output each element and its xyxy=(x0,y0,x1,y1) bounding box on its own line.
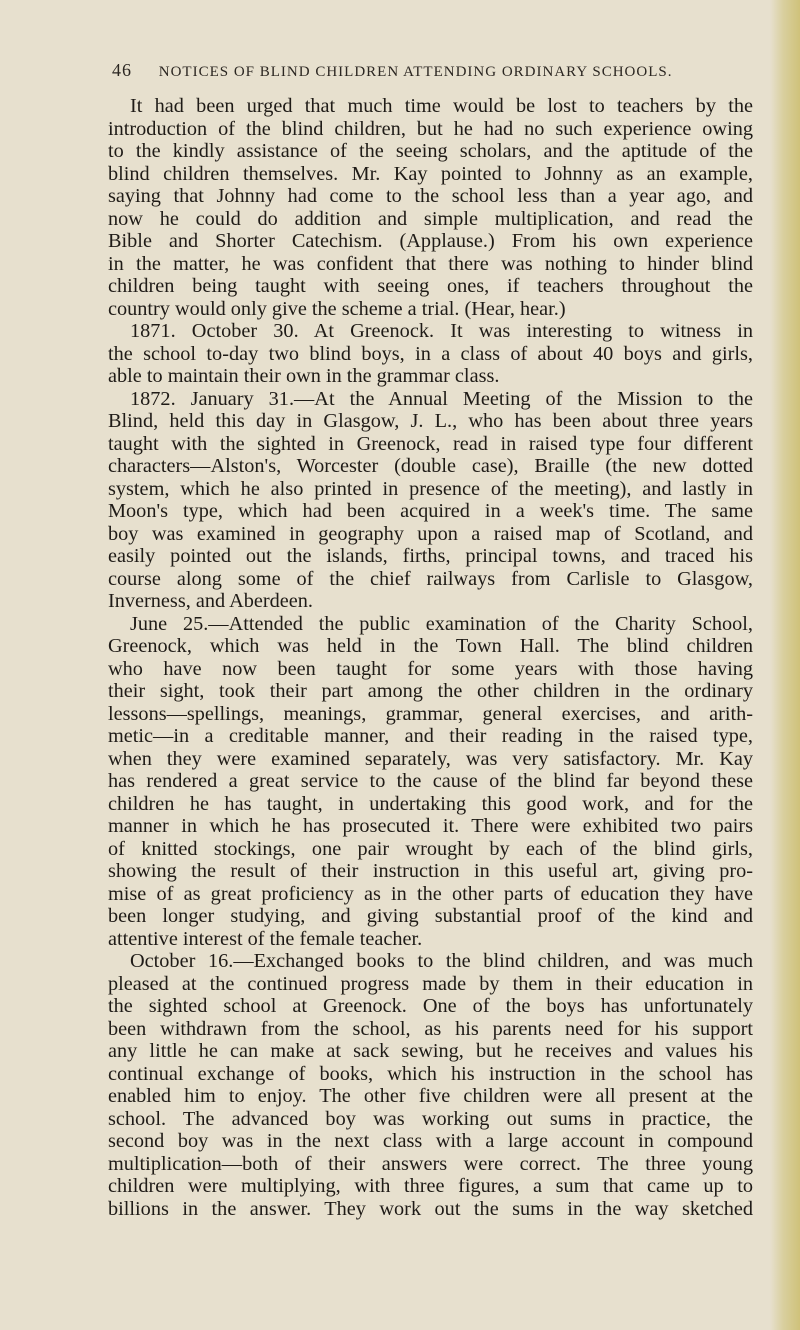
text-line: 1871. October 30. At Greenock. It was interesting to witness in xyxy=(130,320,753,342)
text-line: the school to-day two blind boys, in a class of about 40 boys and girls, xyxy=(108,342,753,365)
text-line: pleased at the continued progress made by them in their education in xyxy=(108,972,753,995)
text-line: children he has taught, in undertaking this good work, and for the xyxy=(108,792,753,815)
text-line: easily pointed out the islands, firths, principal towns, and traced his xyxy=(108,545,753,567)
text-line: showing the result of their instruction in this useful art, giving pro- xyxy=(108,860,753,882)
text-line: to the kindly assistance of the seeing scholars, and the aptitude of the xyxy=(108,140,753,162)
text-line: multiplication—both of their answers were correct. The three young xyxy=(108,1152,753,1175)
text-line: manner in which he has prosecuted it. There were exhibited two pairs xyxy=(108,815,753,837)
text-line: saying that Johnny had come to the school less than a year ago, and xyxy=(108,185,753,207)
text-line: continual exchange of books, which his instruction in the school has xyxy=(108,1062,753,1085)
text-line: Inverness, and Aberdeen. xyxy=(108,590,313,612)
page-edge xyxy=(770,0,800,1330)
text-line: mise of as great proficiency as in the other parts of education they have xyxy=(108,882,753,905)
text-line: country would only give the scheme a trial. (Hear, hear.) xyxy=(108,297,566,320)
text-line: system, which he also printed in presence of the meeting), and lastly in xyxy=(108,477,753,500)
text-line: taught with the sighted in Greenock, read in raised type four different xyxy=(108,432,753,455)
text-line: billions in the answer. They work out the sums in the way sketched xyxy=(108,1197,753,1220)
page-number: 46 xyxy=(112,60,132,80)
text-line: course along some of the chief railways from Carlisle to Glasgow, xyxy=(108,567,753,590)
text-line: children were multiplying, with three figures, a sum that came up to xyxy=(108,1175,753,1197)
text-line: enabled him to enjoy. The other five children were all present at the xyxy=(108,1085,753,1107)
text-line: children being taught with seeing ones, if teachers throughout the xyxy=(108,275,753,297)
text-line: metic—in a creditable manner, and their reading in the raised type, xyxy=(108,725,753,747)
text-line: second boy was in the next class with a large account in compound xyxy=(108,1130,753,1152)
text-line: June 25.—Attended the public examination of the Charity School, xyxy=(130,612,753,635)
text-line: 1872. January 31.—At the Annual Meeting of the Mission to the xyxy=(130,387,753,410)
text-line: when they were examined separately, was very satisfactory. Mr. Kay xyxy=(108,747,753,770)
text-line: October 16.—Exchanged books to the blind children, and was much xyxy=(130,950,753,972)
text-line: has rendered a great service to the cause of the blind far beyond these xyxy=(108,770,753,792)
text-line: now he could do addition and simple multiplication, and read the xyxy=(108,207,753,230)
text-line: lessons—spellings, meanings, grammar, general exercises, and arith- xyxy=(108,702,753,725)
text-line: attentive interest of the female teacher. xyxy=(108,927,423,950)
text-line: Blind, held this day in Glasgow, J. L., who has been about three years xyxy=(108,410,753,432)
text-line: able to maintain their own in the grammar class. xyxy=(108,365,500,387)
running-title: NOTICES OF BLIND CHILDREN ATTENDING ORDINARY SCHOOLS. xyxy=(158,64,673,80)
text-line: the sighted school at Greenock. One of the boys has unfortunately xyxy=(108,995,753,1017)
running-header xyxy=(112,60,672,81)
text-line: blind children themselves. Mr. Kay pointed to Johnny as an example, xyxy=(108,162,753,185)
page-body xyxy=(108,95,753,1220)
text-line: Moon's type, which had been acquired in a week's time. The same xyxy=(108,500,753,522)
text-line: Greenock, which was held in the Town Hall. The blind children xyxy=(108,635,753,657)
text-line: boy was examined in geography upon a raised map of Scotland, and xyxy=(108,522,753,545)
text-line: of knitted stockings, one pair wrought by each of the blind girls, xyxy=(108,837,753,860)
text-line: characters—Alston's, Worcester (double case), Braille (the new dotted xyxy=(108,455,753,477)
text-line: Bible and Shorter Catechism. (Applause.) From his own experience xyxy=(108,230,753,252)
text-line: introduction of the blind children, but he had no such experience owing xyxy=(108,117,753,140)
text-line: been longer studying, and giving substantial proof of the kind and xyxy=(108,905,753,927)
text-line: in the matter, he was confident that there was nothing to hinder blind xyxy=(108,252,753,275)
text-line: been withdrawn from the school, as his parents need for his support xyxy=(108,1017,753,1040)
text-line: school. The advanced boy was working out sums in practice, the xyxy=(108,1107,753,1130)
text-line: their sight, took their part among the other children in the ordinary xyxy=(108,680,753,702)
text-line: who have now been taught for some years with those having xyxy=(108,657,753,680)
text-line: any little he can make at sack sewing, but he receives and values his xyxy=(108,1040,753,1062)
text-line: It had been urged that much time would be lost to teachers by the xyxy=(130,95,753,117)
